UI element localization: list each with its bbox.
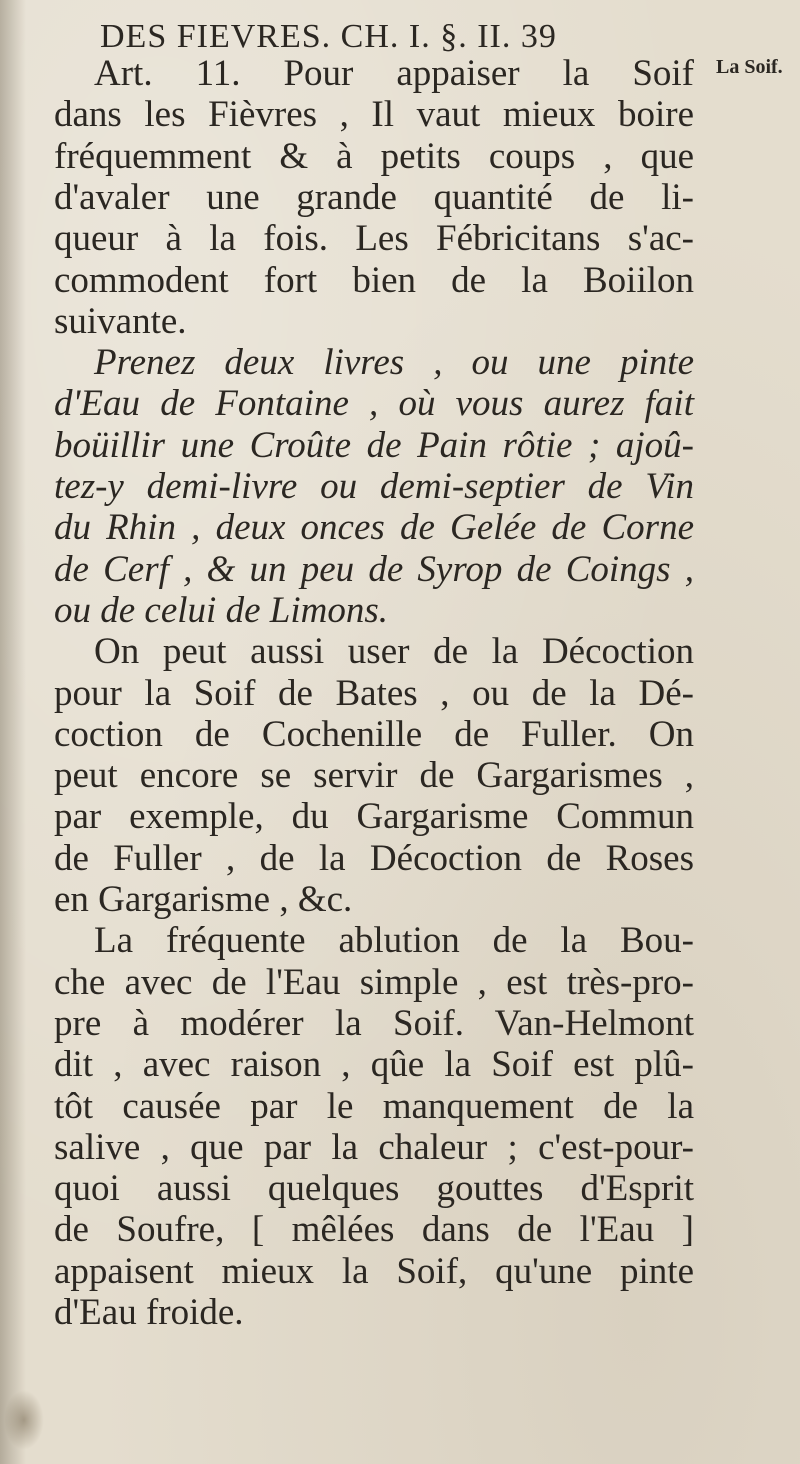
text-line: coction de Cochenille de Fuller. On bbox=[54, 713, 694, 755]
text-line: pour la Soif de Bates , ou de la Dé- bbox=[54, 672, 694, 714]
text-line: par exemple, du Gargarisme Commun bbox=[54, 796, 694, 838]
text-line: La fréquente ablution de la Bou- bbox=[94, 920, 694, 962]
text-line: appaisent mieux la Soif, qu'une pinte bbox=[54, 1250, 694, 1292]
text-line: che avec de l'Eau simple , est très-pro- bbox=[54, 961, 694, 1003]
text-line: suivante. bbox=[54, 300, 187, 342]
text-line: quoi aussi quelques gouttes d'Esprit bbox=[54, 1168, 694, 1210]
text-line: dit , avec raison , qûe la Soif est plû- bbox=[54, 1044, 694, 1086]
text-line: boüillir une Croûte de Pain rôtie ; ajoû- bbox=[54, 424, 694, 466]
page-stain bbox=[4, 1390, 44, 1450]
running-head: DES FIEVRES. CH. I. §. II. 39 bbox=[100, 18, 557, 55]
page-gutter-shadow bbox=[0, 0, 26, 1464]
text-line: tez-y demi-livre ou demi-septier de Vin bbox=[54, 466, 694, 507]
text-line: commodent fort bien de la Boiilon bbox=[54, 259, 694, 301]
text-line: d'Eau froide. bbox=[54, 1292, 244, 1333]
text-line: ou de celui de Limons. bbox=[54, 589, 388, 631]
text-line: d'Eau de Fontaine , où vous aurez fait bbox=[54, 383, 694, 425]
text-line: pre à modérer la Soif. Van-Helmont bbox=[54, 1002, 694, 1044]
text-line: de Fuller , de la Décoction de Roses bbox=[54, 837, 694, 879]
text-line: salive , que par la chaleur ; c'est-pour- bbox=[54, 1126, 694, 1168]
text-line: tôt causée par le manquement de la bbox=[54, 1085, 694, 1127]
text-line: du Rhin , deux onces de Gelée de Corne bbox=[54, 507, 694, 549]
text-line: dans les Fièvres , Il vaut mieux boire bbox=[54, 94, 694, 136]
text-line: de Soufre, [ mêlées dans de l'Eau ] bbox=[54, 1209, 694, 1251]
text-line: On peut aussi user de la Décoction bbox=[94, 631, 694, 673]
text-line: de Cerf , & un peu de Syrop de Coings , bbox=[54, 548, 694, 590]
text-line: fréquemment & à petits coups , que bbox=[54, 135, 694, 177]
text-line: peut encore se servir de Gargarismes , bbox=[54, 755, 694, 797]
text-line: queur à la fois. Les Fébricitans s'ac- bbox=[54, 218, 694, 260]
text-line: en Gargarisme , &c. bbox=[54, 879, 353, 920]
margin-note: La Soif. bbox=[716, 56, 783, 78]
text-line: Prenez deux livres , ou une pinte bbox=[94, 342, 694, 384]
text-line: Art. 11. Pour appaiser la Soif bbox=[94, 53, 694, 94]
text-line: d'avaler une grande quantité de li- bbox=[54, 176, 694, 218]
